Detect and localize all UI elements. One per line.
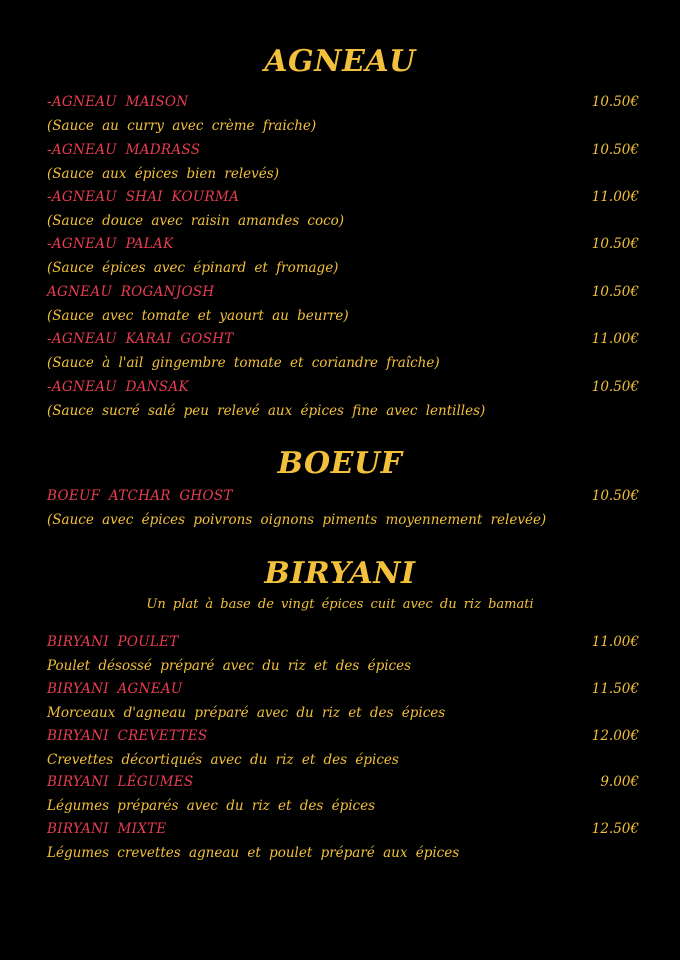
item-description-row bbox=[47, 259, 639, 277]
section-title-boeuf: BOEUF bbox=[277, 446, 403, 481]
item-name: -AGNEAU MAISON bbox=[47, 94, 189, 110]
menu-item-biryani-legumes bbox=[47, 773, 639, 791]
item-price: 11.00€ bbox=[591, 634, 639, 650]
item-price: 10.50€ bbox=[591, 488, 639, 504]
item-name: BIRYANI CREVETTES bbox=[47, 728, 208, 744]
menu-item-agneau-roganjosh bbox=[47, 283, 639, 301]
item-description: Légumes crevettes agneau et poulet préparé aux épices bbox=[47, 845, 460, 861]
item-description-row bbox=[47, 117, 639, 135]
item-description: (Sauce avec épices poivrons oignons piments moyennement relevée) bbox=[47, 512, 547, 528]
item-price: 11.50€ bbox=[591, 681, 639, 697]
item-description: Légumes préparés avec du riz et des épices bbox=[47, 798, 376, 814]
item-description: (Sauce à l'ail gingembre tomate et coriandre fraîche) bbox=[47, 355, 440, 371]
item-name: BIRYANI POULET bbox=[47, 634, 179, 650]
item-price: 11.00€ bbox=[591, 331, 639, 347]
item-description: Poulet désossé préparé avec du riz et des épices bbox=[47, 658, 412, 674]
section-subtitle: Un plat à base de vingt épices cuit avec du riz bamati bbox=[146, 597, 534, 612]
item-price: 12.00€ bbox=[591, 728, 639, 744]
item-name: BIRYANI LÉGUMES bbox=[47, 774, 194, 790]
item-price: 10.50€ bbox=[591, 142, 639, 158]
item-name: AGNEAU ROGANJOSH bbox=[47, 284, 215, 300]
item-description-row bbox=[47, 511, 639, 529]
item-description-row bbox=[47, 402, 639, 420]
menu-item-biryani-crevettes bbox=[47, 727, 639, 745]
menu-item-agneau-shai-kourma bbox=[47, 188, 639, 206]
menu-item-agneau-madrass bbox=[47, 141, 639, 159]
menu-item-agneau-karai-gosht bbox=[47, 330, 639, 348]
item-description-row bbox=[47, 797, 639, 815]
item-name: -AGNEAU DANSAK bbox=[47, 379, 189, 395]
section-title-agneau: AGNEAU bbox=[264, 44, 416, 79]
item-price: 10.50€ bbox=[591, 284, 639, 300]
item-description: (Sauce sucré salé peu relevé aux épices fine avec lentilles) bbox=[47, 403, 486, 419]
item-description-row bbox=[47, 657, 639, 675]
item-description-row bbox=[47, 704, 639, 722]
menu-item-boeuf-atchar-ghost bbox=[47, 487, 639, 505]
item-description: (Sauce épices avec épinard et fromage) bbox=[47, 260, 339, 276]
item-name: -AGNEAU PALAK bbox=[47, 236, 174, 252]
item-name: BIRYANI MIXTE bbox=[47, 821, 167, 837]
item-name: BOEUF ATCHAR GHOST bbox=[47, 488, 233, 504]
item-description: (Sauce au curry avec crème fraiche) bbox=[47, 118, 317, 134]
item-description-row bbox=[47, 307, 639, 325]
item-price: 10.50€ bbox=[591, 379, 639, 395]
section-title-biryani: BIRYANI bbox=[264, 556, 416, 591]
item-description: (Sauce aux épices bien relevés) bbox=[47, 166, 279, 182]
item-price: 9.00€ bbox=[600, 774, 639, 790]
menu-item-biryani-mixte bbox=[47, 820, 639, 838]
menu-item-biryani-poulet bbox=[47, 633, 639, 651]
item-name: -AGNEAU MADRASS bbox=[47, 142, 201, 158]
item-price: 10.50€ bbox=[591, 94, 639, 110]
item-description: (Sauce douce avec raisin amandes coco) bbox=[47, 213, 345, 229]
item-description-row bbox=[47, 165, 639, 183]
menu-item-agneau-dansak bbox=[47, 378, 639, 396]
item-description-row bbox=[47, 844, 639, 862]
item-name: BIRYANI AGNEAU bbox=[47, 681, 183, 697]
item-description: Crevettes décortiqués avec du riz et des épices bbox=[47, 752, 399, 768]
menu-item-agneau-palak bbox=[47, 235, 639, 253]
item-price: 11.00€ bbox=[591, 189, 639, 205]
item-name: -AGNEAU SHAI KOURMA bbox=[47, 189, 240, 205]
item-description-row bbox=[47, 751, 639, 769]
item-description-row bbox=[47, 212, 639, 230]
item-description: Morceaux d'agneau préparé avec du riz et des épices bbox=[47, 705, 446, 721]
item-price: 10.50€ bbox=[591, 236, 639, 252]
menu-item-biryani-agneau bbox=[47, 680, 639, 698]
item-description: (Sauce avec tomate et yaourt au beurre) bbox=[47, 308, 349, 324]
item-description-row bbox=[47, 354, 639, 372]
menu-item-agneau-maison bbox=[47, 93, 639, 111]
item-name: -AGNEAU KARAI GOSHT bbox=[47, 331, 234, 347]
item-price: 12.50€ bbox=[591, 821, 639, 837]
